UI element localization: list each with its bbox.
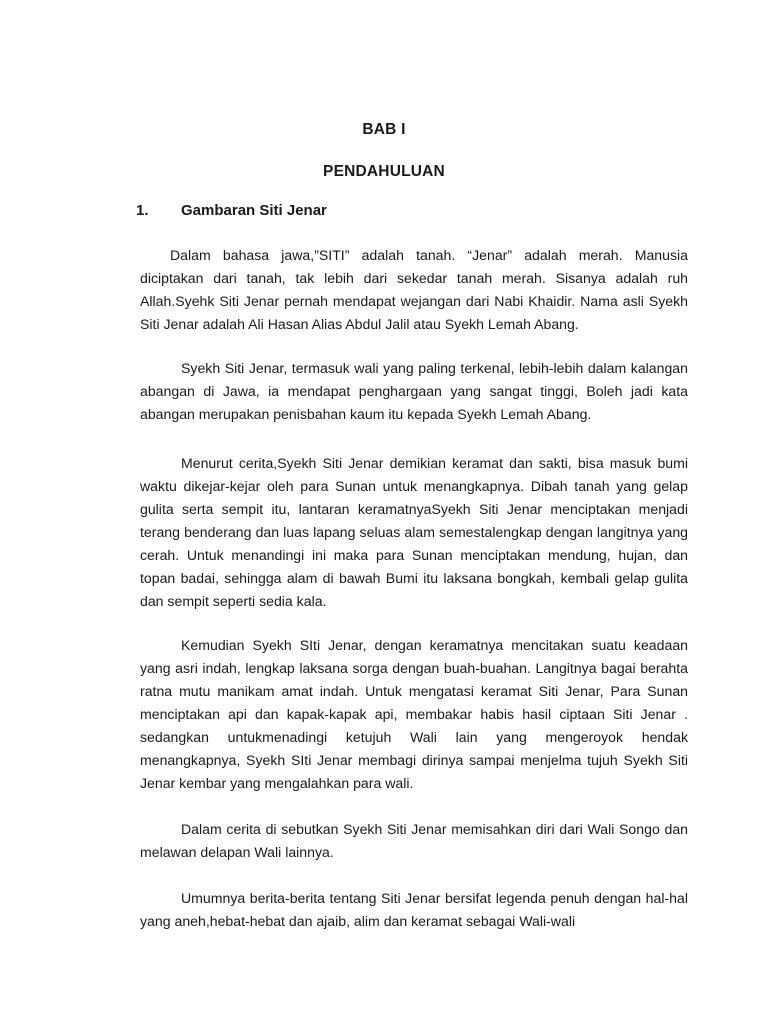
paragraph: Umumnya berita-berita tentang Siti Jenar bersifat legenda penuh dengan hal-hal yang aneh,hebat-hebat dan ajaib, alim dan keramat sebagai Wali-wali <box>140 890 688 929</box>
paragraph: Dalam bahasa jawa,”SITI” adalah tanah. “Jenar” adalah merah. Manusia diciptakan dari tanah, tak lebih dari sekedar tanah merah. Sisanya adalah ruh Allah.Syehk Siti Jenar pernah mendapat wejangan dari Nabi Khaidir. Nama asli Syekh Siti Jenar adalah Ali Hasan Alias Abdul Jalil atau Syekh Lemah Abang. <box>140 247 688 332</box>
paragraph: Syekh Siti Jenar, termasuk wali yang paling terkenal, lebih-lebih dalam kalangan abangan di Jawa, ia mendapat penghargaan yang sangat tinggi, Boleh jadi kata abangan merupakan penisbahan kaum itu kepada Syekh Lemah Abang. <box>140 360 688 422</box>
chapter-title: PENDAHULUAN <box>323 163 445 180</box>
paragraph: Kemudian Syekh SIti Jenar, dengan keramatnya mencitakan suatu keadaan yang asri indah, lengkap laksana sorga dengan buah-buahan. Langitnya bagai berahta ratna mutu manikam amat indah. Untuk mengatasi keramat Siti Jenar, Para Sunan menciptakan api dan kapak-kapak api, membakar habis hasil ciptaan Siti Jenar . sedangkan untukmenadingi ketujuh Wali lain yang mengeroyok hendak menangkapnya, Syekh SIti Jenar membagi dirinya sampai menjelma tujuh Syekh Siti Jenar kembar yang mengalahkan para wali. <box>140 637 688 791</box>
chapter-number: BAB I <box>362 121 406 138</box>
section-title: Gambaran Siti Jenar <box>181 202 327 219</box>
paragraph: Dalam cerita di sebutkan Syekh Siti Jenar memisahkan diri dari Wali Songo dan melawan delapan Wali lainnya. <box>140 821 688 860</box>
section-number: 1. <box>136 202 149 219</box>
paragraph: Menurut cerita,Syekh Siti Jenar demikian keramat dan sakti, bisa masuk bumi waktu dikejar-kejar oleh para Sunan untuk menangkapnya. Dibah tanah yang gelap gulita serta sempit itu, lantaran keramatnyaSyekh Siti Jenar menciptakan menjadi terang benderang dan luas lapang seluas alam semestalengkap dengan langitnya yang cerah. Untuk menandingi ini maka para Sunan menciptakan mendung, hujan, dan topan badai, sehingga alam di bawah Bumi itu laksana bongkah, kembali gelap gulita dan sempit seperti sedia kala. <box>140 455 688 609</box>
